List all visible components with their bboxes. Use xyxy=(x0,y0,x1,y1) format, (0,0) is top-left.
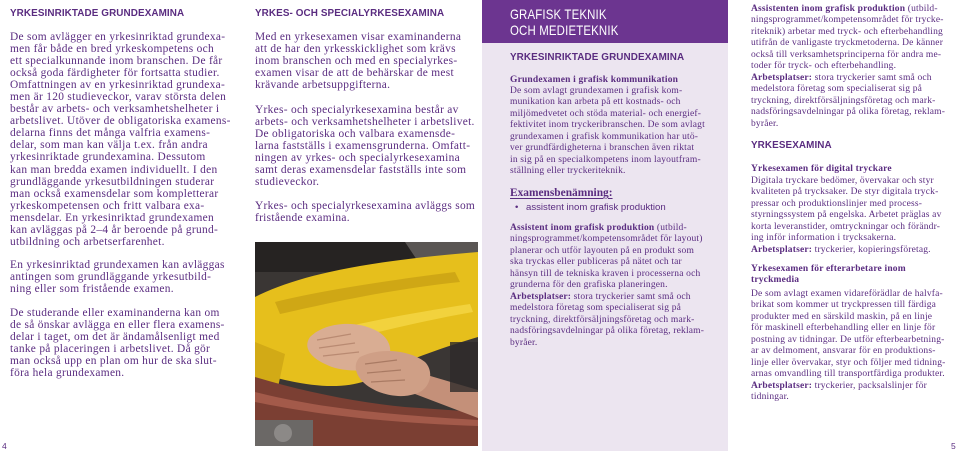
text-line: för maskinell efterbehandling eller en linje för xyxy=(751,323,936,334)
text-line: föra hela grundexamen. xyxy=(10,367,125,380)
text-line: korta leveranstider, omtryckningar och förändr- xyxy=(751,221,941,232)
text-line: brikat som kommer ut tryckpressen till färdiga xyxy=(751,300,937,311)
line-text: (utbild- xyxy=(905,4,938,14)
text-line: delar i taget, om det är ändamålsenligt med xyxy=(10,331,220,344)
text-line: tidningar. xyxy=(751,392,789,403)
bold-lead-in: Arbetsplatser: xyxy=(751,244,813,255)
text-line: examen visar de att de behärskar de mest xyxy=(255,67,454,80)
text-line: tanke på placeringen i arbetslivet. Då gör xyxy=(10,343,211,356)
text-line: ar av delmoment, ansvarar för en produktions- xyxy=(751,346,936,357)
section-heading: YRKESINRIKTADE GRUNDEXAMINA xyxy=(10,8,185,19)
paragraph xyxy=(510,86,705,178)
text-line xyxy=(510,292,704,303)
text-line: En yrkesinriktad grundexamen kan avläggas xyxy=(10,259,225,271)
text-line: samt deras examensdelar fastställs inte som xyxy=(255,164,467,177)
text-line: man också examensdelar som kompletterar xyxy=(10,187,219,200)
text-line: byråer. xyxy=(751,118,779,129)
text-line: man också upp en plan om hur de ska slut- xyxy=(10,355,217,368)
text-line: krävande arbetsuppgifterna. xyxy=(255,79,391,92)
text-line: hänsyn till de tekniska kraven i processerna och xyxy=(510,268,701,279)
degree-title xyxy=(751,264,906,287)
text-line: byråer. xyxy=(510,337,538,348)
paragraph xyxy=(510,223,704,349)
section-banner xyxy=(482,0,728,43)
text-line: medelstora företag som specialiserat sig på xyxy=(510,303,682,314)
text-line: planerar och utför layouten på en produkt som xyxy=(510,245,695,256)
roller-hub xyxy=(274,424,292,442)
text-line: arbetslivet. Utöver de obligatoriska examens- xyxy=(10,115,231,128)
text-line: mensdelar. En yrkesinriktad grundexamen xyxy=(10,211,215,224)
text-line: också goda färdigheter för fortsatta studier. xyxy=(10,67,220,80)
text-line: utbildning och arbetserfarenhet. xyxy=(10,235,165,248)
text-line: utifrån de vanligaste tryckmetoderna. De känner xyxy=(751,38,944,49)
degree-title: Grundexamen i grafisk kommunikation xyxy=(510,75,679,85)
text-line: består av arbets- och verksamhetshelheter i xyxy=(10,103,220,116)
line-text: tryckerier, kopieringsföretag. xyxy=(812,244,931,255)
machine-right-side xyxy=(450,342,478,392)
text-line: toder för tryck- och efterbehandling. xyxy=(751,61,897,72)
text-line: kan man bredda examen individuellt. I den xyxy=(10,163,218,176)
text-line: inom branschen och med en specialyrkes- xyxy=(255,55,458,68)
paragraph xyxy=(751,4,945,130)
text-line: ver grundfärdigheterna i branschen även riktat xyxy=(510,143,695,154)
text-line: studieveckor. xyxy=(255,176,320,189)
line-text: tryckerier, packsalslinjer för xyxy=(812,380,928,391)
text-line: fristående examina. xyxy=(255,212,350,225)
text-line: ning eller som fristående examen. xyxy=(10,283,174,296)
text-line: Yrkes- och specialyrkesexamina består av xyxy=(255,104,459,116)
text-line: kan avläggas på 2–4 år beroende på grund- xyxy=(10,223,219,236)
text-line: De som avlagt grundexamen i grafisk kom- xyxy=(510,86,683,96)
text-line: Digitala tryckare bedömer, övervakar och styr xyxy=(751,176,934,186)
text-line: Yrkesexamen för efterarbetare inom xyxy=(751,264,906,274)
text-line: grundexamen i grafisk kommunikation har utö- xyxy=(510,131,699,142)
paragraph xyxy=(751,176,942,256)
text-line xyxy=(510,223,704,234)
text-line: ningen av yrkes- och specialyrkesexamina xyxy=(255,152,460,165)
banner-title-line: OCH MEDIETEKNIK xyxy=(510,23,619,38)
text-line: larna fastställs i examensgrunderna. Omfatt- xyxy=(255,140,471,153)
text-line: De som avlägger en yrkesinriktad grundexa- xyxy=(10,31,226,43)
text-line: in sig på en specialkompetens inom layoutfram- xyxy=(510,154,701,165)
text-line: yrkesinriktade grundexamina. Dessutom xyxy=(10,151,206,164)
text-line xyxy=(751,4,945,15)
text-line: tryckning, direktförsäljningsföretag och mark- xyxy=(751,95,936,106)
text-line: de så önskar avlägga en eller flera examens- xyxy=(10,319,225,332)
line-text: stora tryckerier samt små och xyxy=(571,291,691,302)
paragraph xyxy=(255,200,475,224)
bold-lead-in: Assistent inom grafisk produktion xyxy=(510,223,655,233)
text-line: medelstora företag som specialiserat sig på xyxy=(751,84,923,95)
paragraph xyxy=(751,289,946,404)
text-line: ningsprogrammet/kompetensområdet för trycke- xyxy=(751,15,944,26)
text-line: nadsföringsavdelningar på olika företag, reklam- xyxy=(751,107,946,118)
text-line: linje eller övervakar, styr och följer med tidning- xyxy=(751,357,946,368)
text-line: miljömedvetet och stöda material- och energief- xyxy=(510,108,702,119)
text-line xyxy=(751,381,946,392)
text-line: postning av tidningar. De utför efterbearbetning- xyxy=(751,334,945,345)
line-text: stora tryckerier samt små och xyxy=(812,72,932,83)
bold-lead-in: Arbetsplatser: xyxy=(510,291,572,302)
section-subheading: YRKESEXAMINA xyxy=(751,140,832,151)
text-line: arbets- och verksamhetshelheter i arbetslivet. xyxy=(255,116,475,129)
photo-hands-on-yellow-fabric xyxy=(255,242,478,446)
text-line: produkter med en särskild maskin, på en linje xyxy=(751,311,933,322)
text-line: ing inför information i trycksakerna. xyxy=(751,233,897,244)
text-line: tryckmedia xyxy=(751,275,800,286)
text-line: De som avlagt examen vidareförädlar de halvfa- xyxy=(751,289,943,299)
paragraph xyxy=(10,259,225,295)
text-line xyxy=(751,245,942,256)
text-line: • assistent inom grafisk produktion xyxy=(526,201,666,215)
text-line: arnas omvandling till transportfärdiga produkter. xyxy=(751,369,945,380)
text-line: tryckning, direktförsäljningsföretag och mark- xyxy=(510,314,695,325)
page-number-right: 5 xyxy=(951,441,956,451)
text-line: men får både en bred yrkeskompetens och xyxy=(10,43,214,56)
text-line: delar, som man kan välja t.ex. från andra xyxy=(10,139,208,152)
degree-title: Yrkesexamen för digital tryckare xyxy=(751,164,892,174)
degree-list xyxy=(526,201,666,215)
text-line: yrkeskompetensen och fritt valbara exa- xyxy=(10,199,205,212)
text-line: styrningssystem på engelska. Arbetet präglas av xyxy=(751,210,942,221)
paragraph xyxy=(255,104,475,188)
text-line: grunderna för den grafiska planeringen. xyxy=(510,280,668,291)
text-line: Yrkes- och specialyrkesexamina avläggs som xyxy=(255,200,476,212)
text-line: delarna finns det många valfria examens- xyxy=(10,127,211,140)
degree-label: Examensbenämning: xyxy=(510,187,613,199)
text-line: Med en yrkesexamen visar examinanderna xyxy=(255,31,462,43)
paragraph xyxy=(10,31,231,248)
bold-lead-in: Assistenten inom grafisk produktion xyxy=(751,4,906,14)
paragraph xyxy=(10,307,225,379)
text-line: munikation kan arbeta på ett kostnads- och xyxy=(510,97,681,108)
text-line: pressar och produktionslinjer med process- xyxy=(751,198,923,209)
bold-lead-in: Arbetsplatser: xyxy=(751,380,813,391)
text-line: nadsföringsavdelningar på olika företag, reklam- xyxy=(510,326,705,337)
text-line: De obligatoriska och valbara examensde- xyxy=(255,128,456,141)
text-line: ett specialkunnande inom branschen. De får xyxy=(10,55,223,68)
paragraph xyxy=(255,31,461,91)
banner-title-line: GRAFISK TEKNIK xyxy=(510,7,607,22)
text-line: men är 120 studieveckor, varav största delen xyxy=(10,91,227,104)
section-heading: YRKES- OCH SPECIALYRKESEXAMINA xyxy=(255,8,445,19)
text-line: grundläggande yrkesutbildningen studerar xyxy=(10,175,215,188)
text-line xyxy=(751,73,945,84)
text-line: att de har den yrkesskicklighet som krävs xyxy=(255,43,456,56)
text-line: ska tryckas eller publiceras på nätet och tar xyxy=(510,257,682,268)
text-line: ningsprogrammet/kompetensområdet för layout) xyxy=(510,234,703,245)
text-line: ställning eller tryckeriteknik. xyxy=(510,166,626,177)
text-line: De studerande eller examinanderna kan om xyxy=(10,307,220,319)
text-line: också till verksamhetsprinciperna för andra me- xyxy=(751,49,942,60)
text-line: fektivitet inom tryckeribranschen. De som avlagt xyxy=(510,120,705,131)
page-number-left: 4 xyxy=(2,441,7,451)
text-line: antingen som grundläggande yrkesutbild- xyxy=(10,271,212,284)
text-line: Omfattningen av en yrkesinriktad grundexa- xyxy=(10,79,226,92)
line-text: (utbild- xyxy=(654,223,687,233)
text-line: kvaliteten på trycksaker. De styr digitala tryck- xyxy=(751,187,939,198)
section-subheading: YRKESINRIKTADE GRUNDEXAMINA xyxy=(510,52,685,63)
bold-lead-in: Arbetsplatser: xyxy=(751,72,813,83)
text-line: riteknik) arbetar med tryck- och efterbehandling xyxy=(751,26,943,37)
